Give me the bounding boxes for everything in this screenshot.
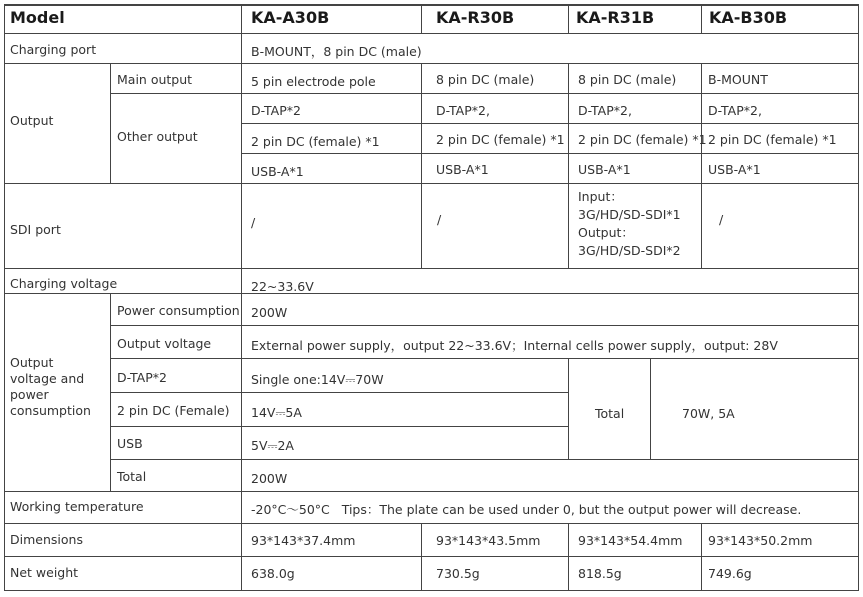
- col-line: [110, 293, 111, 491]
- row-line: [241, 153, 859, 154]
- ovpc-label: [10, 355, 91, 419]
- model-header-label: Model: [10, 8, 65, 27]
- dc2pin-ka-r31b: 2 pin DC (female) *1: [578, 132, 707, 147]
- ovpc-label-line: power: [10, 387, 49, 402]
- col-line: [421, 63, 422, 268]
- net-weight-ka-b30b: 749.6g: [708, 566, 752, 581]
- border-left: [4, 4, 5, 591]
- dtap-ka-b30b: D-TAP*2,: [708, 103, 762, 118]
- col-line: [110, 63, 111, 183]
- col-line: [701, 523, 702, 590]
- usb-power-label: USB: [117, 436, 143, 451]
- row-line: [4, 33, 859, 34]
- sdi-port-label: SDI port: [10, 222, 61, 237]
- row-line: [241, 123, 859, 124]
- sdi-r31b-line: Output：: [578, 225, 634, 240]
- charging-port-label: Charging port: [10, 42, 97, 57]
- output-voltage-value: External power supply，output 22~33.6V；Internal cells power supply，output: 28V: [251, 338, 778, 353]
- border-right: [858, 4, 859, 591]
- dimensions-label: Dimensions: [10, 532, 83, 547]
- usb-ka-r30b: USB-A*1: [436, 162, 489, 177]
- working-temperature-value: -20°C～50°C Tips：The plate can be used under 0, but the output power will decrease.: [251, 502, 802, 517]
- main-output-ka-r31b: 8 pin DC (male): [578, 72, 677, 87]
- border-bottom: [4, 590, 859, 591]
- sdi-ka-b30b: /: [719, 212, 724, 227]
- sdi-r31b-line: Input：: [578, 189, 623, 204]
- dimensions-ka-b30b: 93*143*50.2mm: [708, 533, 813, 548]
- net-weight-ka-r31b: 818.5g: [578, 566, 622, 581]
- col-line: [568, 523, 569, 590]
- sdi-ka-a30b: /: [251, 215, 256, 230]
- dimensions-ka-r30b: 93*143*43.5mm: [436, 533, 541, 548]
- dimensions-ka-a30b: 93*143*37.4mm: [251, 533, 356, 548]
- charging-port-value: B-MOUNT，8 pin DC (male): [251, 44, 422, 59]
- row-line: [4, 63, 859, 64]
- sdi-r31b-line: 3G/HD/SD-SDI*2: [578, 243, 681, 258]
- dtap-ka-a30b: D-TAP*2: [251, 103, 301, 118]
- row-line: [4, 556, 859, 557]
- col-line: [701, 4, 702, 33]
- power-consumption-value: 200W: [251, 305, 288, 320]
- row-line: [4, 523, 859, 524]
- col-line: [241, 4, 242, 591]
- sdi-ka-r31b: [578, 188, 681, 260]
- output-voltage-label: Output voltage: [117, 336, 212, 351]
- dtap-power-label: D-TAP*2: [117, 370, 167, 385]
- ovpc-label-line: consumption: [10, 403, 91, 418]
- total-power-label: Total: [117, 469, 147, 484]
- model-header-ka-b30b: KA-B30B: [709, 8, 788, 27]
- row-line: [110, 93, 859, 94]
- row-line: [4, 293, 859, 294]
- charging-voltage-label: Charging voltage: [10, 276, 118, 291]
- ovpc-label-line: Output: [10, 355, 54, 370]
- main-output-ka-a30b: 5 pin electrode pole: [251, 74, 376, 89]
- row-line: [110, 392, 568, 393]
- sdi-r31b-line: 3G/HD/SD-SDI*1: [578, 207, 681, 222]
- usb-ka-r31b: USB-A*1: [578, 162, 631, 177]
- other-output-label: Other output: [117, 129, 198, 144]
- working-temperature-label: Working temperature: [10, 499, 144, 514]
- output-label: Output: [10, 113, 54, 128]
- col-line: [568, 4, 569, 33]
- dtap-power-value: Single one:14V⎓70W: [251, 372, 384, 387]
- power-consumption-label: Power consumption: [117, 303, 240, 318]
- dtap-ka-r31b: D-TAP*2,: [578, 103, 632, 118]
- row-line: [110, 459, 859, 460]
- border-top: [4, 4, 859, 6]
- model-header-ka-r31b: KA-R31B: [576, 8, 655, 27]
- dc2pin-ka-a30b: 2 pin DC (female) *1: [251, 134, 380, 149]
- usb-power-value: 5V⎓2A: [251, 438, 294, 453]
- main-output-ka-b30b: B-MOUNT: [708, 72, 768, 87]
- col-line: [568, 63, 569, 268]
- charging-voltage-value: 22~33.6V: [251, 279, 314, 294]
- sdi-ka-r30b: /: [437, 212, 442, 227]
- dc2pin-ka-r30b: 2 pin DC (female) *1: [436, 132, 565, 147]
- net-weight-ka-a30b: 638.0g: [251, 566, 295, 581]
- row-line: [4, 183, 859, 184]
- col-line: [421, 523, 422, 590]
- net-weight-ka-r30b: 730.5g: [436, 566, 480, 581]
- main-output-label: Main output: [117, 72, 193, 87]
- row-line: [110, 325, 859, 326]
- col-line: [701, 63, 702, 268]
- ovpc-label-line: voltage and: [10, 371, 85, 386]
- col-line: [568, 358, 569, 459]
- total-power-value: 200W: [251, 471, 288, 486]
- row-line: [110, 426, 568, 427]
- model-header-ka-r30b: KA-R30B: [436, 8, 515, 27]
- model-header-ka-a30b: KA-A30B: [251, 8, 330, 27]
- group-total-label: Total: [595, 406, 625, 421]
- main-output-ka-r30b: 8 pin DC (male): [436, 72, 535, 87]
- row-line: [110, 358, 859, 359]
- dc2pin-power-value: 14V⎓5A: [251, 405, 302, 420]
- dtap-ka-r30b: D-TAP*2,: [436, 103, 490, 118]
- row-line: [4, 268, 859, 269]
- usb-ka-a30b: USB-A*1: [251, 164, 304, 179]
- row-line: [4, 491, 859, 492]
- group-total-value: 70W, 5A: [682, 406, 735, 421]
- col-line: [421, 4, 422, 33]
- dimensions-ka-r31b: 93*143*54.4mm: [578, 533, 683, 548]
- dc2pin-ka-b30b: 2 pin DC (female) *1: [708, 132, 837, 147]
- col-line: [650, 358, 651, 459]
- usb-ka-b30b: USB-A*1: [708, 162, 761, 177]
- dc2pin-power-label: 2 pin DC (Female): [117, 403, 230, 418]
- net-weight-label: Net weight: [10, 565, 79, 580]
